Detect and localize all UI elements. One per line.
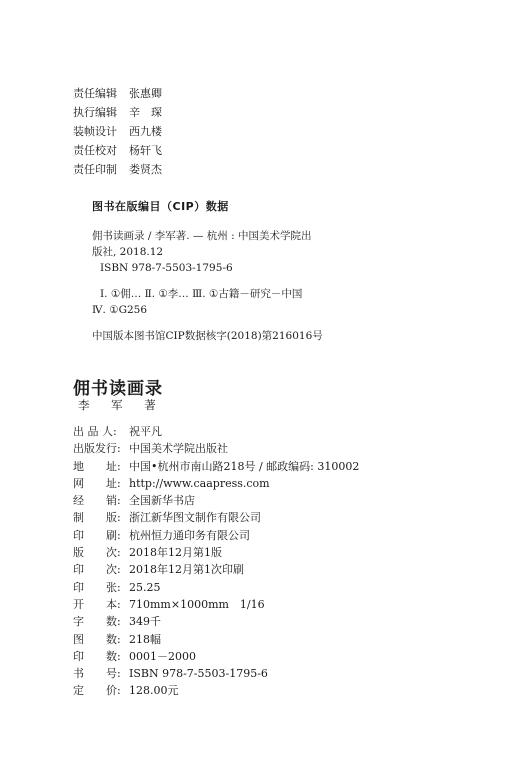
credit-role: 装帧设计 [73,125,117,138]
info-row [73,475,359,492]
publication-info [73,423,359,700]
credit-name: 杨轩飞 [129,144,162,157]
info-row [73,613,359,630]
info-value: 710mm×1000mm 1/16 [129,597,265,611]
info-value: 浙江新华图文制作有限公司 [129,511,261,525]
info-value: 128.00元 [129,684,179,698]
staff-credits [73,84,162,179]
info-value: 全国新华书店 [129,494,195,508]
info-value: 2018年12月第1次印刷 [129,563,244,577]
info-row [73,423,359,440]
cip-isbn: ISBN 978-7-5503-1795-6 [100,262,233,274]
info-key: 字 数: [73,615,121,629]
cip-record-number: 中国版本图书馆CIP数据核字(2018)第216016号 [92,330,323,342]
info-row [73,631,359,648]
info-row [73,544,359,561]
info-key: 制 版: [73,511,121,525]
cip-line: 版社, 2018.12 [92,246,164,258]
info-key: 印 次: [73,563,121,577]
cip-classification: Ⅳ. ①G256 [92,304,148,316]
info-row [73,458,359,475]
credit-name: 张惠卿 [129,87,162,100]
info-value: 218幅 [129,632,161,646]
info-row [73,509,359,526]
cip-classification: Ⅰ. ①佣… Ⅱ. ①李… Ⅲ. ①古籍－研究－中国 [100,288,303,300]
info-key: 版 次: [73,546,121,560]
info-key: 出 品 人: [73,425,117,438]
info-value: 杭州恒力通印务有限公司 [129,528,250,542]
credit-name: 西九楼 [129,125,162,138]
credit-role: 责任编辑 [73,87,117,100]
info-value: 349千 [129,615,161,629]
credit-name: 娄贤杰 [129,163,162,176]
info-value: 中国•杭州市南山路218号 / 邮政编码: 310002 [129,459,360,473]
credit-executive-editor [73,103,162,122]
info-value: 25.25 [129,580,161,594]
info-row [73,492,359,509]
book-title: 佣书读画录 [73,379,163,399]
info-value: 祝平凡 [129,425,162,438]
credit-designer [73,122,162,141]
info-key: 书 号: [73,667,121,681]
cip-block [92,228,324,344]
info-key: 印 数: [73,649,121,663]
credit-role: 责任印制 [73,163,117,176]
info-row [73,440,359,457]
info-value: http://www.caapress.com [129,476,270,490]
info-row [73,648,359,665]
credit-proofreader [73,141,162,160]
info-value: 2018年12月第1版 [129,546,222,560]
info-key: 印 刷: [73,528,121,542]
info-key: 网 址: [73,476,121,490]
info-row [73,579,359,596]
credit-role: 责任校对 [73,144,117,157]
credit-printing [73,160,162,179]
info-value: ISBN 978-7-5503-1795-6 [129,667,268,681]
info-value: 中国美术学院出版社 [129,442,228,456]
info-row [73,561,359,578]
info-row [73,596,359,613]
credit-name: 辛 琛 [129,106,162,119]
info-key: 经 销: [73,494,121,508]
cip-line: 佣书读画录 / 李军著. — 杭州 : 中国美术学院出 [92,230,312,242]
info-key: 定 价: [73,684,121,698]
info-key: 印 张: [73,580,121,594]
info-row [73,527,359,544]
info-key: 地 址: [73,459,121,473]
info-key: 出版发行: [73,442,121,456]
cip-heading: 图书在版编目（CIP）数据 [92,200,229,213]
info-key: 图 数: [73,632,121,646]
info-value: 0001－2000 [129,649,196,663]
info-row [73,665,359,682]
book-author: 李 军 著 [78,398,165,412]
info-row [73,682,359,699]
info-key: 开 本: [73,597,121,611]
credit-editor [73,84,162,103]
credit-role: 执行编辑 [73,106,117,119]
